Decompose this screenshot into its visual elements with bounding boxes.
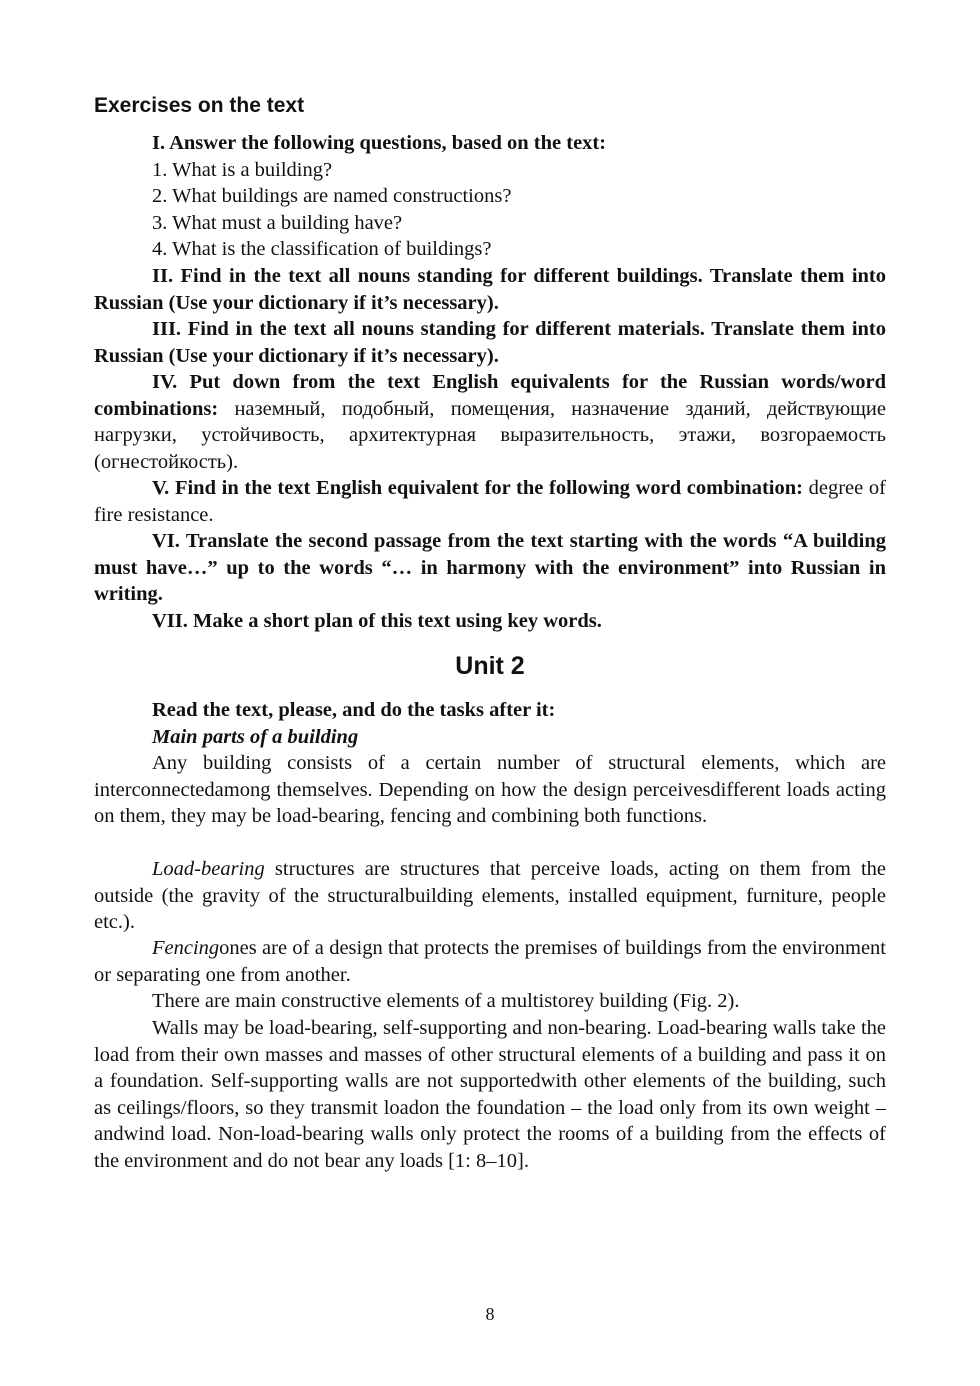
exercise-5-title: V. Find in the text English equivalent for the following word combination: <box>152 477 803 499</box>
page-number: 8 <box>485 1304 495 1324</box>
exercise-4-title: IV. Put down from the text English equivalents for the Russian words/word combinations: <box>94 371 886 420</box>
question-item: 1. What is a building? <box>152 158 333 181</box>
unit-title: Unit 2 <box>455 652 525 680</box>
exercise-6: VI. Translate the second passage from the text starting with the words “A building must have…” up to the words “… in harmony with the environment” into Russian in writing. <box>94 530 886 605</box>
exercise-1 <box>94 130 886 263</box>
exercise-1-title: I. Answer the following questions, based on the text: <box>152 132 607 154</box>
exercise-7: VII. Make a short plan of this text using key words. <box>152 610 602 632</box>
exercise-4-words: наземный, подобный, помещения, назначение зданий, действующие нагрузки, устойчивость, архитектурная выразительность, этажи, возгораемость (огнестойкость). <box>94 397 886 473</box>
term-fencing: Fencing <box>152 937 220 959</box>
paragraph-4: There are main constructive elements of a multistorey building (Fig. 2). <box>152 990 740 1012</box>
section-heading: Exercises on the text <box>94 94 305 117</box>
paragraph-1: Any building consists of a certain number of structural elements, which are interconnectedamong themselves. Depending on how the design perceivesdifferent loads acting on them, they may be load-bearing, fencing and combining both functions. <box>94 752 886 827</box>
exercise-5 <box>94 475 886 528</box>
paragraph-2 <box>94 856 886 936</box>
exercise-2: II. Find in the text all nouns standing for different buildings. Translate them into Russian (Use your dictionary if it’s necessary). <box>94 265 886 314</box>
text-title: Main parts of a building <box>152 726 359 748</box>
paragraph-3-text: ones are of a design that protects the premises of buildings from the environment or separating one from another. <box>94 937 886 986</box>
paragraph-5: Walls may be load-bearing, self-supporting and non-bearing. Load-bearing walls take the load from their own masses and masses of other structural elements of a building and pass it on a foundation. Self-supporting walls are not supportedwith other elements of the building, such as ceilings/floors, so they transmit loadon the foundation – the load only from its own weight – andwind load. Non-load-bearing walls only protect the rooms of a building from the effects of the environment and do not bear any loads [1: 8–10]. <box>94 1017 886 1172</box>
question-item: 4. What is the classification of buildings? <box>152 238 492 260</box>
read-instruction: Read the text, please, and do the tasks after it: <box>152 699 556 721</box>
paragraph-3 <box>94 935 886 988</box>
question-item: 2. What buildings are named constructions? <box>152 185 512 207</box>
question-item: 3. What must a building have? <box>152 211 403 234</box>
paragraph-2-text: structures are structures that perceive loads, acting on them from the outside (the gravity of the structuralbuilding elements, installed equipment, furniture, people etc.). <box>94 858 886 933</box>
exercise-5-text: degree of fire resistance. <box>94 477 886 526</box>
exercise-4 <box>94 369 886 475</box>
term-load-bearing: Load-bearing <box>152 858 265 880</box>
exercise-3: III. Find in the text all nouns standing for different materials. Translate them into Russian (Use your dictionary if it’s necessary). <box>94 318 886 367</box>
